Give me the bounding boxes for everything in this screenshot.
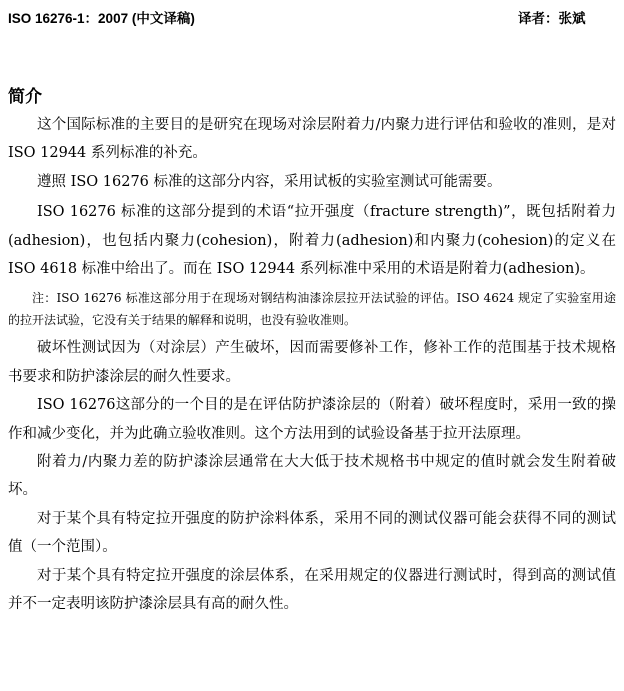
paragraph: 对于某个具有特定拉开强度的涂层体系，在采用规定的仪器进行测试时，得到高的测试值并不一定表明该防护漆涂层具有高的耐久性。 <box>8 567 616 613</box>
document-id: ISO 16276-1：2007 (中文译稿) <box>8 11 195 26</box>
section-title: 简介 <box>8 87 42 107</box>
paragraph: ISO 16276这部分的一个目的是在评估防护漆涂层的（附着）破坏程度时，采用一致的操作和减少变化，并为此确立验收准则。这个方法用到的试验设备基于拉开法原理。 <box>8 397 616 442</box>
section-body <box>8 111 616 619</box>
paragraph: ISO 16276 标准的这部分提到的术语“拉开强度（fracture strength)”，既包括附着力(adhesion)，也包括内聚力(cohesion)，附着力(adhesion)和内聚力(cohesion)的定义在 ISO 4618 标准中给出了。而在 ISO 12944 系列标准中采用的术语是附着力(adhesion)。 <box>8 204 616 278</box>
paragraph: 遵照 ISO 16276 标准的这部分内容，采用试板的实验室测试可能需要。 <box>37 173 502 190</box>
translator-credit: 译者：张斌 <box>518 11 586 26</box>
page-header <box>8 8 616 30</box>
paragraph: 附着力/内聚力差的防护漆涂层通常在大大低于技术规格书中规定的值时就会发生附着破坏。 <box>8 454 616 499</box>
paragraph: 破坏性测试因为（对涂层）产生破坏，因而需要修补工作，修补工作的范围基于技术规格书要求和防护漆涂层的耐久性要求。 <box>8 340 616 385</box>
paragraph: 这个国际标准的主要目的是研究在现场对涂层附着力/内聚力进行评估和验收的准则，是对 ISO 12944 系列标准的补充。 <box>8 117 616 162</box>
paragraph: 对于某个具有特定拉开强度的防护涂料体系，采用不同的测试仪器可能会获得不同的测试值（一个范围）。 <box>8 510 616 556</box>
note-paragraph: 注：ISO 16276 标准这部分用于在现场对钢结构油漆涂层拉开法试验的评估。ISO 4624 规定了实验室用途的拉开法试验，它没有关于结果的解释和说明，也没有验收准则。 <box>8 291 616 328</box>
